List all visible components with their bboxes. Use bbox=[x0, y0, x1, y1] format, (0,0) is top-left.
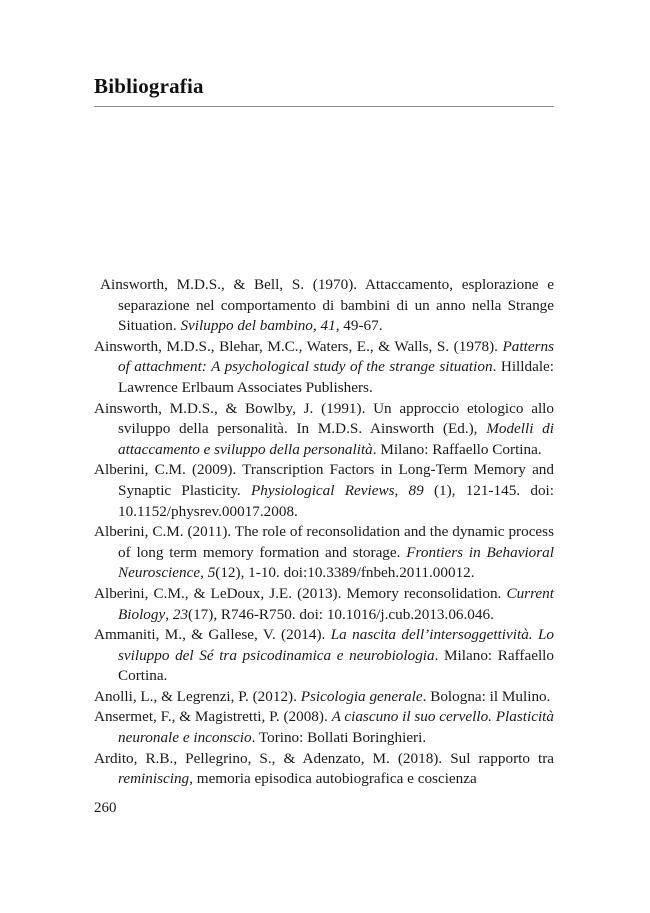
bibliography-entry bbox=[94, 337, 554, 399]
entry-text-segment: Ardito, R.B., Pellegrino, S., & Adenzato, M. (2018). Sul rapporto tra bbox=[94, 749, 554, 767]
entry-text-segment: . Milano: Raffaello Cortina. bbox=[118, 646, 554, 685]
bibliography-entry bbox=[94, 625, 554, 687]
entry-text-segment: . Torino: Bollati Boringhieri. bbox=[251, 729, 427, 747]
entry-italic-segment: Current Biology bbox=[118, 584, 554, 623]
bibliography-entry bbox=[94, 584, 554, 625]
entry-italic-segment: Sviluppo del bambino, 41 bbox=[180, 317, 336, 335]
entry-italic-segment: reminiscing bbox=[118, 770, 190, 788]
entry-text-segment: , memoria episodica autobiografica e coscienza bbox=[189, 770, 477, 788]
entry-italic-segment: La nascita dell’intersoggettività. Lo sviluppo del Sé tra psicodinamica e neurobiologia bbox=[118, 626, 554, 664]
entry-text-segment: Ainsworth, M.D.S., & Bell, S. (1970). Attaccamento, esplorazione e separazione nel comportamento di bambini di un anno nella Strange Situation. bbox=[100, 276, 554, 335]
entry-text-segment: Ainsworth, M.D.S., & Bowlby, J. (1991). Un approccio etologico allo sviluppo della personalità. In M.D.S. Ainsworth (Ed.), bbox=[94, 399, 554, 438]
entry-italic-segment: A ciascuno il suo cervello. Plasticità neuronale e inconscio bbox=[118, 708, 554, 747]
title-divider bbox=[94, 106, 554, 107]
entry-text-segment: Anolli, L., & Legrenzi, P. (2012). bbox=[94, 687, 301, 705]
entry-italic-segment: Frontiers in Behavioral Neuroscience bbox=[118, 543, 554, 582]
entry-text-segment: . Bologna: il Mulino. bbox=[422, 687, 551, 705]
entry-italic-segment: Psicologia generale bbox=[300, 687, 423, 705]
entry-text-segment: . Milano: Raffaello Cortina. bbox=[372, 440, 542, 458]
entry-italic-segment: Physiological Reviews bbox=[250, 481, 395, 499]
bibliography-entry bbox=[94, 460, 554, 522]
bibliography-entry bbox=[94, 687, 554, 708]
entry-text-segment: , bbox=[394, 481, 409, 499]
bibliography-list bbox=[94, 275, 554, 790]
page-title: Bibliografia bbox=[94, 74, 204, 98]
entry-italic-segment: Modelli di attaccamento e sviluppo della personalità bbox=[118, 420, 554, 458]
entry-text-segment: Ansermet, F., & Magistretti, P. (2008). bbox=[94, 708, 332, 726]
entry-text-segment: Alberini, C.M. (2011). The role of reconsolidation and the dynamic process of long term memory formation and storage. bbox=[94, 523, 554, 561]
entry-text-segment: Ammaniti, M., & Gallese, V. (2014). bbox=[94, 626, 331, 644]
entry-text-segment: Alberini, C.M. (2009). Transcription Factors in Long-Term Memory and Synaptic Plasticity. bbox=[94, 461, 554, 499]
entry-text-segment: (12), 1-10. doi:10.3389/fnbeh.2011.00012. bbox=[215, 564, 475, 582]
page-number: 260 bbox=[94, 800, 117, 816]
entry-text-segment: Alberini, C.M., & LeDoux, J.E. (2013). Memory reconsolidation. bbox=[94, 584, 507, 602]
entry-text-segment: , bbox=[165, 605, 173, 623]
entry-italic-segment: 23 bbox=[172, 605, 189, 623]
bibliography-entry bbox=[94, 275, 554, 337]
entry-text-segment: . Hilldale: Lawrence Erlbaum Associates Publishers. bbox=[118, 358, 554, 396]
bibliography-entry bbox=[94, 707, 554, 748]
bibliography-entry bbox=[94, 749, 554, 790]
bibliography-entry bbox=[94, 399, 554, 461]
entry-text-segment: , 49-67. bbox=[335, 317, 383, 335]
entry-italic-segment: Patterns of attachment: A psychological study of the strange situation bbox=[118, 337, 554, 376]
entry-text-segment: , bbox=[200, 564, 208, 582]
entry-text-segment: (1), 121-145. doi: 10.1152/physrev.00017.2008. bbox=[118, 481, 554, 520]
entry-italic-segment: 5 bbox=[207, 564, 216, 582]
entry-text-segment: (17), R746-R750. doi: 10.1016/j.cub.2013.06.046. bbox=[188, 605, 494, 623]
entry-text-segment: Ainsworth, M.D.S., Blehar, M.C., Waters, E., & Walls, S. (1978). bbox=[94, 337, 503, 355]
entry-italic-segment: 89 bbox=[408, 481, 424, 499]
bibliography-entry bbox=[94, 522, 554, 584]
